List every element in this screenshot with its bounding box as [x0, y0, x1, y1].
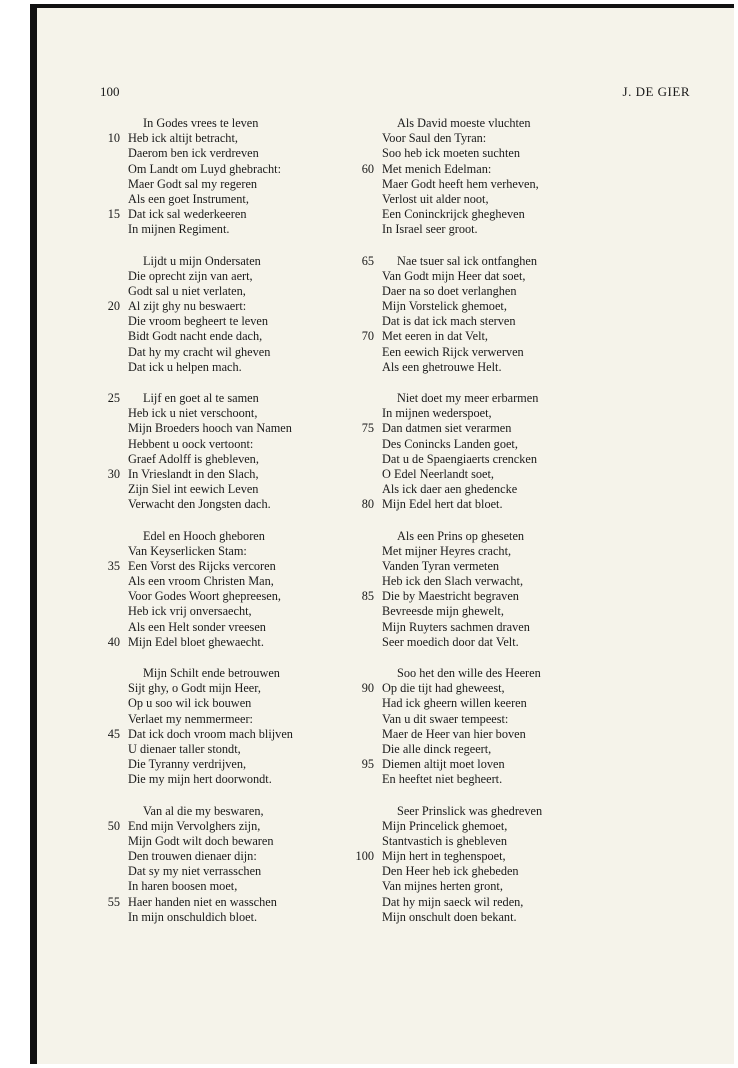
verse-text: In Israel seer groot. [382, 222, 478, 237]
verse-text: Dan datmen siet verarmen [382, 421, 512, 436]
verse-line [352, 222, 642, 237]
verse-line [352, 437, 642, 452]
verse-text: Dat is dat ick mach sterven [382, 314, 516, 329]
line-number: 30 [107, 466, 120, 481]
verse-text: Op u soo wil ick bouwen [128, 696, 252, 711]
verse-text: Dat ick u helpen mach. [128, 359, 242, 374]
verse-line [352, 895, 642, 910]
verse-line [352, 666, 642, 681]
verse-line [98, 544, 368, 559]
stanza-gap [98, 650, 368, 666]
verse-text: Vanden Tyran vermeten [382, 558, 500, 573]
verse-line [352, 742, 642, 757]
verse-line [352, 131, 642, 146]
line-number: 45 [107, 726, 120, 741]
verse-text: End mijn Vervolghers zijn, [128, 818, 261, 833]
verse-text: Als een Prins op gheseten [397, 528, 525, 543]
line-number: 65 [361, 253, 374, 268]
verse-line [98, 116, 368, 131]
stanza-gap [352, 513, 642, 529]
verse-text: Bidt Godt nacht ende dach, [128, 329, 263, 344]
verse-line [98, 589, 368, 604]
verse-line [352, 207, 642, 222]
verse-line [98, 620, 368, 635]
verse-line [352, 772, 642, 787]
stanza [98, 666, 368, 788]
verse-text: Mijn Broeders hooch van Namen [128, 421, 292, 436]
verse-line [98, 467, 368, 482]
verse-line [352, 604, 642, 619]
verse-text: Van mijnes herten gront, [382, 879, 503, 894]
verse-line [98, 910, 368, 925]
verse-text: Niet doet my meer erbarmen [397, 391, 539, 405]
stanza [98, 116, 368, 238]
verse-text: Op die tijt had gheweest, [382, 681, 505, 696]
verse-text: Die alle dinck regeert, [382, 741, 492, 756]
verse-text: Bevreesde mijn ghewelt, [382, 604, 504, 619]
verse-line [98, 529, 368, 544]
verse-text: Die by Maestricht begraven [382, 589, 519, 604]
stanza [352, 804, 642, 926]
verse-line [98, 681, 368, 696]
verse-line [98, 804, 368, 819]
verse-text: Voor Godes Woort ghepreesen, [128, 589, 281, 604]
verse-text: Verlaet my nemmermeer: [128, 711, 253, 726]
verse-line [98, 834, 368, 849]
verse-line [352, 177, 642, 192]
stanza-gap [98, 375, 368, 391]
verse-text: Die my mijn hert doorwondt. [128, 772, 272, 787]
line-number: 25 [107, 391, 120, 405]
line-number: 90 [361, 681, 374, 696]
verse-line [98, 742, 368, 757]
verse-text: Verlost uit alder noot, [382, 191, 489, 206]
verse-text: Een eewich Rijck verwerven [382, 344, 524, 359]
verse-text: Mijn Godt wilt doch bewaren [128, 833, 274, 848]
verse-text: Had ick gheern willen keeren [382, 696, 527, 711]
verse-line [352, 299, 642, 314]
verse-line [98, 162, 368, 177]
verse-text: Dat hy my cracht wil gheven [128, 344, 271, 359]
line-number: 40 [107, 634, 120, 649]
line-number: 15 [107, 207, 120, 222]
verse-line [352, 497, 642, 512]
verse-line [98, 299, 368, 314]
verse-line [352, 681, 642, 696]
verse-line [98, 635, 368, 650]
verse-line [352, 910, 642, 925]
line-number: 60 [361, 161, 374, 176]
verse-line [98, 391, 368, 406]
verse-line [98, 131, 368, 146]
verse-line [352, 421, 642, 436]
stanza-gap [98, 513, 368, 529]
verse-text: Soo heb ick moeten suchten [382, 146, 520, 161]
line-number: 20 [107, 299, 120, 314]
verse-line [352, 360, 642, 375]
verse-text: Dat ick sal wederkeeren [128, 207, 247, 222]
stanza [98, 529, 368, 651]
author-header: J. DE GIER [622, 84, 690, 99]
verse-text: Mijn onschult doen bekant. [382, 909, 517, 924]
verse-text: Mijn Princelick ghemoet, [382, 818, 508, 833]
verse-line [352, 529, 642, 544]
verse-line [98, 360, 368, 375]
verse-line [98, 712, 368, 727]
verse-text: Mijn Edel hert dat bloet. [382, 497, 503, 512]
line-number: 85 [361, 589, 374, 604]
verse-text: Haer handen niet en wasschen [128, 894, 277, 909]
verse-line [98, 604, 368, 619]
verse-text: Mijn Edel bloet ghewaecht. [128, 634, 264, 649]
verse-text: Al zijt ghy nu beswaert: [128, 299, 247, 314]
verse-text: Des Conincks Landen goet, [382, 436, 518, 451]
verse-text: Graef Adolff is ghebleven, [128, 451, 259, 466]
verse-text: Om Landt om Luyd ghebracht: [128, 161, 281, 176]
verse-text: Maer Godt sal my regeren [128, 176, 258, 191]
verse-text: Heb ick u niet verschoont, [128, 406, 258, 421]
verse-line [98, 222, 368, 237]
verse-line [98, 727, 368, 742]
verse-line [98, 284, 368, 299]
verse-line [352, 314, 642, 329]
verse-line [98, 819, 368, 834]
verse-text: Daer na so doet verlanghen [382, 283, 517, 298]
stanza [98, 254, 368, 376]
verse-text: Als een vroom Christen Man, [128, 574, 274, 589]
stanza-gap [352, 238, 642, 254]
stanza-gap [352, 375, 642, 391]
verse-line [352, 254, 642, 269]
verse-text: Met mijner Heyres cracht, [382, 543, 512, 558]
verse-text: In mijn onschuldich bloet. [128, 909, 258, 924]
verse-text: In mijnen wederspoet, [382, 406, 492, 421]
verse-line [98, 482, 368, 497]
verse-line [98, 421, 368, 436]
verse-line [98, 772, 368, 787]
verse-text: Mijn Schilt ende betrouwen [143, 666, 280, 680]
verse-line [98, 497, 368, 512]
verse-line [98, 146, 368, 161]
verse-text: Dat ick doch vroom mach blijven [128, 726, 293, 741]
verse-text: Nae tsuer sal ick ontfanghen [397, 253, 537, 268]
stanza [352, 391, 642, 513]
verse-text: Verwacht den Jongsten dach. [128, 497, 271, 512]
verse-line [98, 757, 368, 772]
verse-text: In Vrieslandt in den Slach, [128, 466, 259, 481]
stanza [352, 666, 642, 788]
verse-text: Dat u de Spaengiaerts crencken [382, 451, 538, 466]
verse-line [352, 467, 642, 482]
verse-line [98, 345, 368, 360]
verse-text: Van Godt mijn Heer dat soet, [382, 268, 526, 283]
verse-text: Mijn Vorstelick ghemoet, [382, 299, 507, 314]
stanza [352, 529, 642, 651]
verse-line [98, 696, 368, 711]
verse-line [98, 895, 368, 910]
verse-line [352, 406, 642, 421]
verse-line [352, 482, 642, 497]
verse-text: Sijt ghy, o Godt mijn Heer, [128, 681, 261, 696]
verse-line [98, 452, 368, 467]
verse-line [98, 269, 368, 284]
verse-text: In haren boosen moet, [128, 879, 238, 894]
verse-line [352, 635, 642, 650]
verse-line [98, 574, 368, 589]
verse-text: Den Heer heb ick ghebeden [382, 864, 519, 879]
verse-line [352, 589, 642, 604]
stanza-gap [352, 650, 642, 666]
verse-text: Van al die my beswaren, [143, 803, 264, 818]
verse-line [352, 192, 642, 207]
verse-text: Heb ick den Slach verwacht, [382, 574, 524, 589]
verse-line [352, 162, 642, 177]
verse-line [98, 207, 368, 222]
verse-line [352, 345, 642, 360]
verse-text: Een Vorst des Rijcks vercoren [128, 558, 276, 573]
verse-line [98, 177, 368, 192]
verse-text: Voor Saul den Tyran: [382, 131, 487, 146]
line-number: 80 [361, 497, 374, 512]
verse-text: Seer Prinslick was ghedreven [397, 803, 543, 818]
page-number: 100 [100, 84, 120, 99]
verse-text: Als ick daer aen ghedencke [382, 482, 518, 497]
verse-line [352, 879, 642, 894]
verse-text: Als David moeste vluchten [397, 116, 531, 130]
verse-text: Mijn hert in teghenspoet, [382, 849, 506, 864]
verse-text: Lijdt u mijn Ondersaten [143, 253, 261, 268]
verse-text: Als een Helt sonder vreesen [128, 619, 266, 634]
verse-text: Hebbent u oock vertoont: [128, 436, 254, 451]
verse-text: Daerom ben ick verdreven [128, 146, 259, 161]
verse-text: In mijnen Regiment. [128, 222, 230, 237]
verse-text: Die vroom begheert te leven [128, 314, 268, 329]
verse-line [98, 254, 368, 269]
stanza [98, 804, 368, 926]
verse-line [352, 819, 642, 834]
stanza [352, 116, 642, 238]
verse-text: Soo het den wille des Heeren [397, 666, 541, 680]
stanza-gap [98, 238, 368, 254]
stanza-gap [352, 788, 642, 804]
line-number: 35 [107, 558, 120, 573]
verse-line [352, 116, 642, 131]
verse-line [98, 879, 368, 894]
poem-column-right [352, 116, 642, 925]
verse-text: Die oprecht zijn van aert, [128, 268, 253, 283]
stanza [98, 391, 368, 513]
verse-line [352, 620, 642, 635]
verse-line [352, 834, 642, 849]
verse-line [352, 757, 642, 772]
verse-line [98, 437, 368, 452]
line-number: 10 [107, 131, 120, 146]
line-number: 70 [361, 329, 374, 344]
verse-text: Van u dit swaer tempeest: [382, 711, 509, 726]
verse-text: Edel en Hooch gheboren [143, 528, 265, 543]
verse-line [352, 727, 642, 742]
verse-line [98, 406, 368, 421]
verse-text: Met eeren in dat Velt, [382, 329, 488, 344]
verse-text: Mijn Ruyters sachmen draven [382, 619, 530, 634]
verse-text: Diemen altijt moet loven [382, 757, 505, 772]
verse-text: Heb ick vrij onversaecht, [128, 604, 252, 619]
verse-text: U dienaer taller stondt, [128, 741, 241, 756]
verse-line [352, 284, 642, 299]
verse-line [352, 544, 642, 559]
poem-column-left [98, 116, 368, 925]
verse-line [352, 329, 642, 344]
verse-text: Met menich Edelman: [382, 161, 492, 176]
verse-line [352, 269, 642, 284]
verse-line [98, 559, 368, 574]
verse-line [352, 864, 642, 879]
verse-line [352, 391, 642, 406]
verse-text: O Edel Neerlandt soet, [382, 466, 494, 481]
verse-text: Dat sy my niet verrasschen [128, 864, 262, 879]
verse-line [352, 804, 642, 819]
verse-text: Stantvastich is ghebleven [382, 833, 507, 848]
verse-text: Maer de Heer van hier boven [382, 726, 526, 741]
line-number: 75 [361, 421, 374, 436]
verse-text: Als een goet Instrument, [128, 191, 249, 206]
verse-text: Van Keyserlicken Stam: [128, 543, 247, 558]
verse-text: In Godes vrees te leven [143, 116, 259, 130]
verse-line [352, 696, 642, 711]
verse-text: Seer moedich door dat Velt. [382, 634, 519, 649]
verse-text: Een Coninckrijck ghegheven [382, 207, 525, 222]
line-number: 55 [107, 894, 120, 909]
verse-line [352, 849, 642, 864]
stanza-gap [98, 788, 368, 804]
verse-line [352, 559, 642, 574]
verse-text: Als een ghetrouwe Helt. [382, 359, 502, 374]
verse-text: Die Tyranny verdrijven, [128, 757, 247, 772]
verse-line [98, 666, 368, 681]
verse-text: Den trouwen dienaer dijn: [128, 849, 257, 864]
verse-text: Heb ick altijt betracht, [128, 131, 238, 146]
line-number: 50 [107, 818, 120, 833]
verse-line [352, 146, 642, 161]
verse-text: Zijn Siel int eewich Leven [128, 482, 259, 497]
verse-line [98, 192, 368, 207]
verse-line [98, 849, 368, 864]
verse-text: Dat hy mijn saeck wil reden, [382, 894, 524, 909]
verse-line [352, 452, 642, 467]
verse-text: En heeftet niet begheert. [382, 772, 503, 787]
stanza [352, 254, 642, 376]
verse-line [352, 574, 642, 589]
verse-text: Lijf en goet al te samen [143, 391, 259, 405]
verse-line [98, 864, 368, 879]
verse-line [98, 329, 368, 344]
verse-line [352, 712, 642, 727]
verse-text: Maer Godt heeft hem verheven, [382, 176, 539, 191]
line-number: 95 [361, 757, 374, 772]
line-number: 100 [355, 849, 374, 864]
verse-line [98, 314, 368, 329]
verse-text: Godt sal u niet verlaten, [128, 283, 246, 298]
